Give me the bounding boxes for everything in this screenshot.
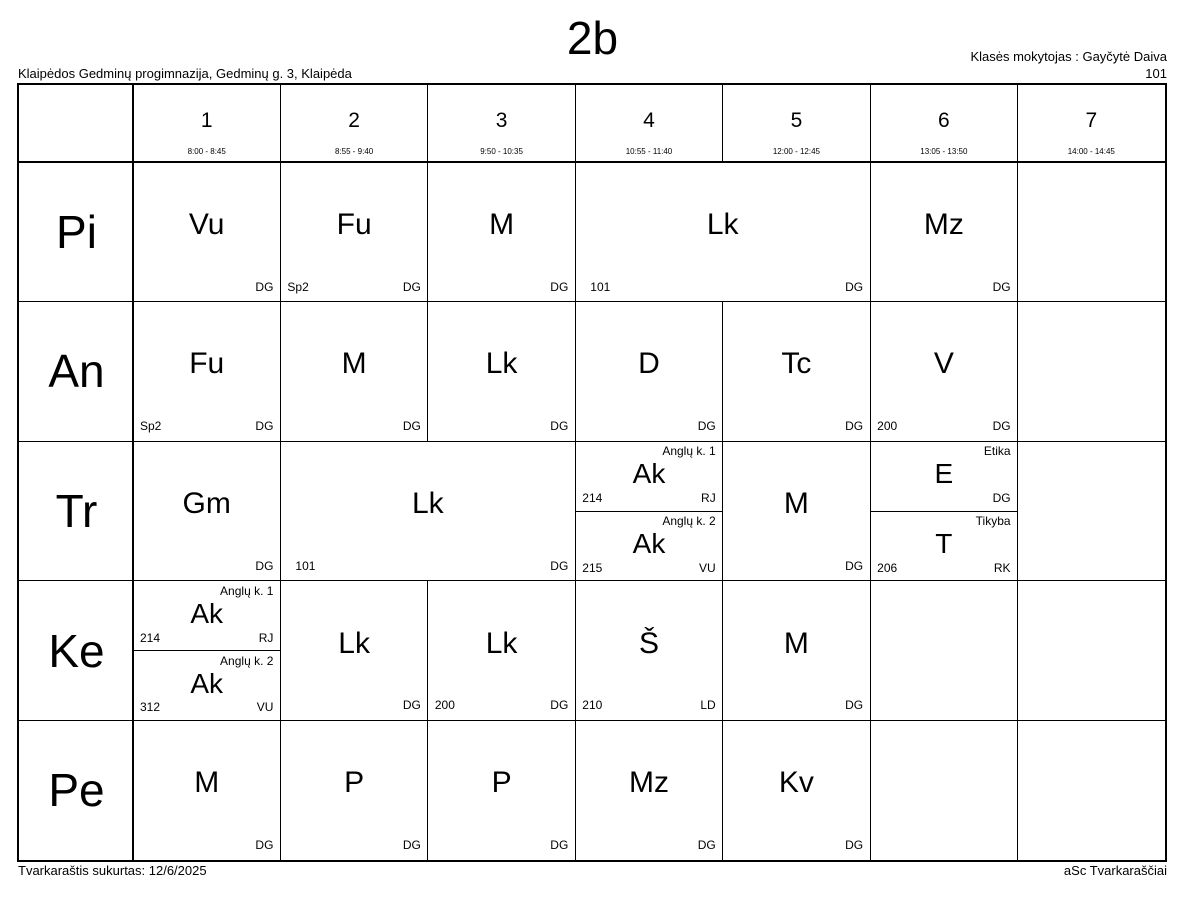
lesson-subject: Ak xyxy=(190,597,224,629)
lesson-subject: E xyxy=(934,458,954,490)
lesson-teacher: DG xyxy=(845,419,864,434)
period-header xyxy=(133,85,280,162)
lesson-teacher: RK xyxy=(993,560,1011,575)
lesson-subject: P xyxy=(344,766,365,800)
lesson-room: 200 xyxy=(434,698,455,713)
lesson-teacher: DG xyxy=(255,558,274,573)
day-label: Tr xyxy=(55,485,98,537)
period-number: 7 xyxy=(1085,109,1098,132)
lesson-subject: Š xyxy=(638,626,659,660)
lesson-cell[interactable] xyxy=(723,302,870,442)
period-header xyxy=(280,85,427,162)
lesson-subject: Ak xyxy=(632,458,666,490)
grid-line xyxy=(1017,581,1018,721)
lesson-teacher: VU xyxy=(699,560,716,575)
lesson-room: 312 xyxy=(140,700,161,715)
lesson-subject: Lk xyxy=(338,626,370,660)
lesson-subject: T xyxy=(935,528,953,559)
lesson-cell[interactable] xyxy=(280,302,427,442)
period-number: 3 xyxy=(495,109,508,132)
period-time: 9:50 - 10:35 xyxy=(480,147,523,156)
lesson-teacher: DG xyxy=(550,279,569,294)
lesson-subject: Lk xyxy=(485,347,518,381)
lesson-cell[interactable] xyxy=(870,302,1017,442)
lesson-subject: Lk xyxy=(706,207,739,241)
lesson-group-cell[interactable] xyxy=(870,441,1017,511)
lesson-teacher: DG xyxy=(992,490,1011,505)
lesson-teacher: DG xyxy=(402,837,421,852)
lesson-group-cell[interactable] xyxy=(575,441,722,511)
lesson-group-cell[interactable] xyxy=(575,511,722,581)
period-number: 5 xyxy=(790,109,803,132)
page-title: 2b xyxy=(566,12,619,64)
period-time: 14:00 - 14:45 xyxy=(1067,147,1115,156)
lesson-teacher: RJ xyxy=(258,630,274,645)
lesson-room: 101 xyxy=(295,558,316,573)
lesson-teacher: DG xyxy=(550,419,569,434)
lesson-room: 200 xyxy=(877,419,898,434)
lesson-teacher: RJ xyxy=(701,490,716,505)
group-name: Anglų k. 1 xyxy=(662,444,716,459)
lesson-cell[interactable] xyxy=(428,720,575,860)
lesson-teacher: DG xyxy=(255,279,274,294)
lesson-teacher: LD xyxy=(700,698,716,713)
lesson-room: Sp2 xyxy=(140,419,162,434)
lesson-subject: Ak xyxy=(632,528,666,559)
lesson-teacher: DG xyxy=(255,837,274,852)
period-number: 4 xyxy=(643,109,655,132)
lesson-subject: D xyxy=(638,347,660,381)
lesson-subject: M xyxy=(489,207,515,241)
group-name: Anglų k. 2 xyxy=(220,653,274,668)
lesson-cell[interactable] xyxy=(575,581,722,721)
lesson-subject: Tc xyxy=(781,347,812,381)
lesson-teacher: DG xyxy=(992,419,1011,434)
lesson-subject: Mz xyxy=(628,766,669,800)
timetable-grid xyxy=(17,83,1167,862)
period-header xyxy=(870,85,1017,162)
lesson-room: 206 xyxy=(877,560,898,575)
lesson-room: 214 xyxy=(140,630,161,645)
lesson-cell[interactable] xyxy=(133,302,280,442)
lesson-subject: M xyxy=(341,347,367,381)
group-name: Anglų k. 2 xyxy=(662,514,716,528)
day-label: Pe xyxy=(48,764,105,817)
lesson-cell[interactable] xyxy=(723,441,870,581)
period-time: 8:00 - 8:45 xyxy=(187,147,226,156)
lesson-teacher: DG xyxy=(845,698,864,713)
lesson-subject: Fu xyxy=(189,347,225,381)
lesson-cell[interactable] xyxy=(280,441,575,581)
period-number: 2 xyxy=(348,109,360,132)
group-name: Tikyba xyxy=(975,514,1011,528)
period-header xyxy=(575,85,722,162)
lesson-subject: Kv xyxy=(778,766,814,800)
lesson-cell[interactable] xyxy=(870,162,1017,302)
lesson-teacher: DG xyxy=(697,419,716,434)
lesson-teacher: DG xyxy=(255,419,274,434)
lesson-cell[interactable] xyxy=(428,581,575,721)
lesson-subject: Lk xyxy=(412,486,444,520)
lesson-subject: M xyxy=(783,486,809,520)
period-header xyxy=(1018,85,1165,162)
lesson-subject: Ak xyxy=(190,667,224,699)
lesson-teacher: DG xyxy=(402,279,421,294)
day-label: Pi xyxy=(56,205,97,258)
lesson-teacher: DG xyxy=(550,837,569,852)
class-teacher: Klasės mokytojas : Gayčytė Daiva xyxy=(970,49,1167,64)
lesson-cell[interactable] xyxy=(428,302,575,442)
period-number: 6 xyxy=(938,109,950,132)
lesson-teacher: DG xyxy=(550,698,569,713)
lesson-teacher: DG xyxy=(402,419,421,434)
lesson-teacher: DG xyxy=(992,279,1011,294)
lesson-room: Sp2 xyxy=(287,279,309,294)
lesson-group-cell[interactable] xyxy=(133,651,280,721)
lesson-subject: M xyxy=(194,766,220,800)
lesson-cell[interactable] xyxy=(575,302,722,442)
lesson-subject: Fu xyxy=(336,207,372,241)
lesson-teacher: DG xyxy=(845,558,864,573)
home-room: 101 xyxy=(1145,66,1167,81)
software-brand: aSc Tvarkaraščiai xyxy=(1063,863,1167,878)
lesson-cell[interactable] xyxy=(723,720,870,860)
period-number: 1 xyxy=(200,109,213,132)
lesson-subject: P xyxy=(491,766,512,800)
lesson-teacher: VU xyxy=(256,700,274,715)
day-label: Ke xyxy=(48,624,105,677)
period-time: 10:55 - 11:40 xyxy=(625,147,673,156)
lesson-cell[interactable] xyxy=(723,581,870,721)
lesson-teacher: DG xyxy=(402,698,421,713)
period-time: 8:55 - 9:40 xyxy=(335,147,374,156)
grid-line xyxy=(1017,720,1018,860)
lesson-subject: Gm xyxy=(182,486,231,520)
lesson-cell[interactable] xyxy=(280,720,427,860)
lesson-cell[interactable] xyxy=(575,720,722,860)
lesson-subject: V xyxy=(933,347,954,381)
period-time: 13:05 - 13:50 xyxy=(920,147,968,156)
lesson-subject: Vu xyxy=(188,207,225,241)
created-date: Tvarkaraštis sukurtas: 12/6/2025 xyxy=(18,863,207,878)
period-header xyxy=(428,85,575,162)
lesson-subject: M xyxy=(783,626,809,660)
lesson-cell[interactable] xyxy=(428,162,575,302)
lesson-subject: Lk xyxy=(485,626,518,660)
lesson-teacher: DG xyxy=(845,279,864,294)
period-time: 12:00 - 12:45 xyxy=(772,147,820,156)
day-label: An xyxy=(48,345,105,398)
lesson-group-cell[interactable] xyxy=(133,581,280,651)
lesson-teacher: DG xyxy=(697,837,716,852)
lesson-teacher: DG xyxy=(845,837,864,852)
lesson-room: 210 xyxy=(582,698,603,713)
lesson-room: 215 xyxy=(582,560,603,575)
lesson-cell[interactable] xyxy=(133,441,280,581)
lesson-cell[interactable] xyxy=(575,162,870,302)
group-name: Anglų k. 1 xyxy=(220,583,274,598)
lesson-teacher: DG xyxy=(550,558,569,573)
lesson-cell[interactable] xyxy=(133,720,280,860)
lesson-group-cell[interactable] xyxy=(870,511,1017,581)
lesson-cell[interactable] xyxy=(280,581,427,721)
group-name: Etika xyxy=(983,444,1011,459)
lesson-cell[interactable] xyxy=(133,162,280,302)
lesson-cell[interactable] xyxy=(280,162,427,302)
period-header xyxy=(723,85,870,162)
school-name: Klaipėdos Gedminų progimnazija, Gedminų g. 3, Klaipėda xyxy=(18,66,352,81)
lesson-room: 214 xyxy=(582,490,603,505)
lesson-subject: Mz xyxy=(923,207,964,241)
lesson-room: 101 xyxy=(590,279,611,294)
